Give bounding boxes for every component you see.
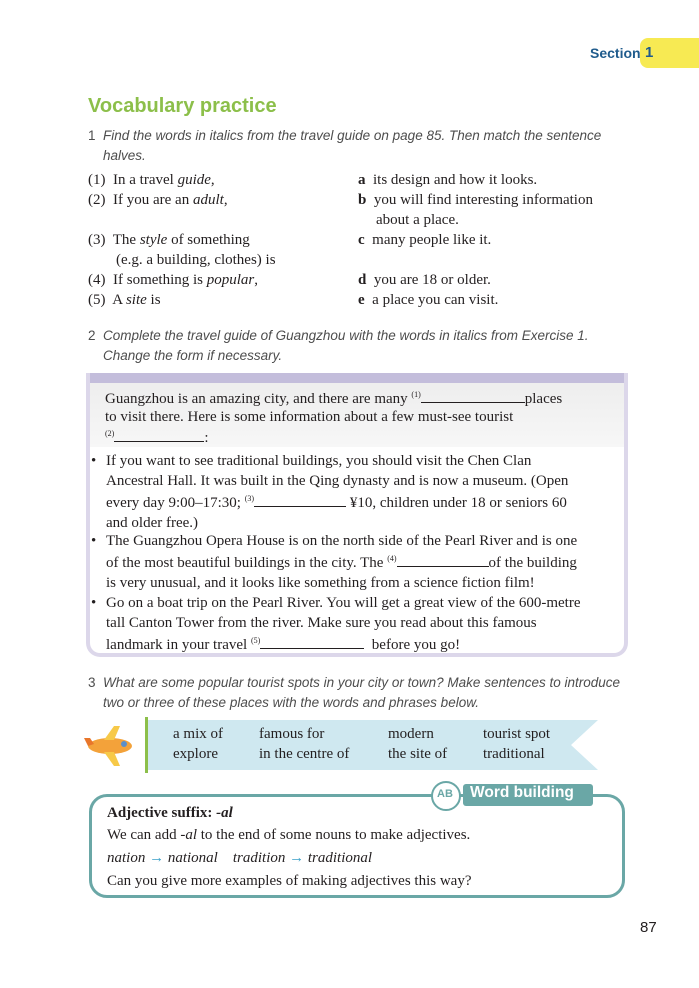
page-title: Vocabulary practice xyxy=(88,95,277,117)
exercise2-instruction: 2 Complete the travel guide of Guangzhou with the words in italics from Exercise 1. xyxy=(88,328,589,343)
guide-bullet-1: • If you want to see traditional buildings, you should visit the Chen Clan Ancestral Hall. It was built in the Qing dynasty and is now a museum. (Open every day 9:00–17:30; $^{(3)}$ ¥10, children under 18 or seniors 60 and older free.) xyxy=(91,453,569,531)
word-building-heading: Adjective suffix: -al xyxy=(107,805,233,821)
section-number: 1 xyxy=(645,44,654,61)
blank-3[interactable] xyxy=(254,491,346,507)
left-half-3-line2: (e.g. a building, clothes) is xyxy=(116,252,276,268)
right-half-d: d you are 18 or older. xyxy=(358,272,491,288)
exercise2-instruction-line2: Change the form if necessary. xyxy=(103,348,283,363)
guide-intro-line3: $^{(2)}$ : xyxy=(105,426,209,448)
page-number: 87 xyxy=(640,919,657,936)
left-half-2: (2) If you are an adult, xyxy=(88,192,228,208)
phrase: the site of xyxy=(388,746,448,762)
left-half-5: (5) A site is xyxy=(88,292,161,308)
exercise3-instruction: 3 What are some popular tourist spots in your city or town? Make sentences to introduce xyxy=(88,675,621,690)
word-building-question: Can you give more examples of making adjectives this way? xyxy=(107,873,472,889)
guide-bullet-3: • Go on a boat trip on the Pearl River. You will get a great view of the 600-metre tall Canton Tower from the river. Make sure you read about this famous landmark in your travel $^{(5)}$ before you go! xyxy=(91,595,581,653)
section-label: Section xyxy=(590,45,641,61)
word-building-icon-text: AB xyxy=(437,788,453,800)
right-half-e: e a place you can visit. xyxy=(358,292,499,308)
exercise1-instruction: 1 Find the words in italics from the travel guide on page 85. Then match the sentence xyxy=(88,128,602,143)
blank-5[interactable] xyxy=(260,633,364,649)
word-building-examples: nation → national tradition → traditional xyxy=(107,850,373,866)
word-building-title: Word building xyxy=(470,784,574,801)
right-half-c: c many people like it. xyxy=(358,232,492,248)
phrase: explore xyxy=(173,746,218,762)
phrase: in the centre of xyxy=(259,746,350,762)
right-half-a: a its design and how it looks. xyxy=(358,172,538,188)
phrase: modern xyxy=(388,726,434,742)
word-building-line1: We can add -al to the end of some nouns to make adjectives. xyxy=(107,827,471,843)
left-half-4: (4) If something is popular, xyxy=(88,272,259,288)
right-half-b-line2: about a place. xyxy=(376,212,459,228)
guide-bullet-2: • The Guangzhou Opera House is on the north side of the Pearl River and is one of the most beautiful buildings in the city. The $^{(4)}$ of the building is very unusual, and it looks like something from a science fiction film! xyxy=(91,533,578,591)
right-half-b: b you will find interesting information xyxy=(358,192,593,208)
left-half-1: (1) In a travel guide, xyxy=(88,172,215,188)
blank-1[interactable] xyxy=(421,387,525,403)
phrase: famous for xyxy=(259,726,325,742)
airplane-icon xyxy=(84,724,136,768)
phrase: traditional xyxy=(483,746,545,762)
exercise-number: 1 xyxy=(88,128,96,143)
phrase-banner-accent xyxy=(145,717,148,773)
guide-intro-line1: Guangzhou is an amazing city, and there are many $^{(1)}$ places xyxy=(105,387,562,409)
exercise3-instruction-line2: two or three of these places with the words and phrases below. xyxy=(103,695,479,710)
left-half-3: (3) The style of something xyxy=(88,232,250,248)
blank-4[interactable] xyxy=(397,551,489,567)
phrase: a mix of xyxy=(173,726,223,742)
exercise1-instruction-line2: halves. xyxy=(103,148,146,163)
blank-2[interactable] xyxy=(114,426,204,442)
phrase: tourist spot xyxy=(483,726,551,742)
guide-intro-line2: to visit there. Here is some information about a few must-see tourist xyxy=(105,409,514,425)
